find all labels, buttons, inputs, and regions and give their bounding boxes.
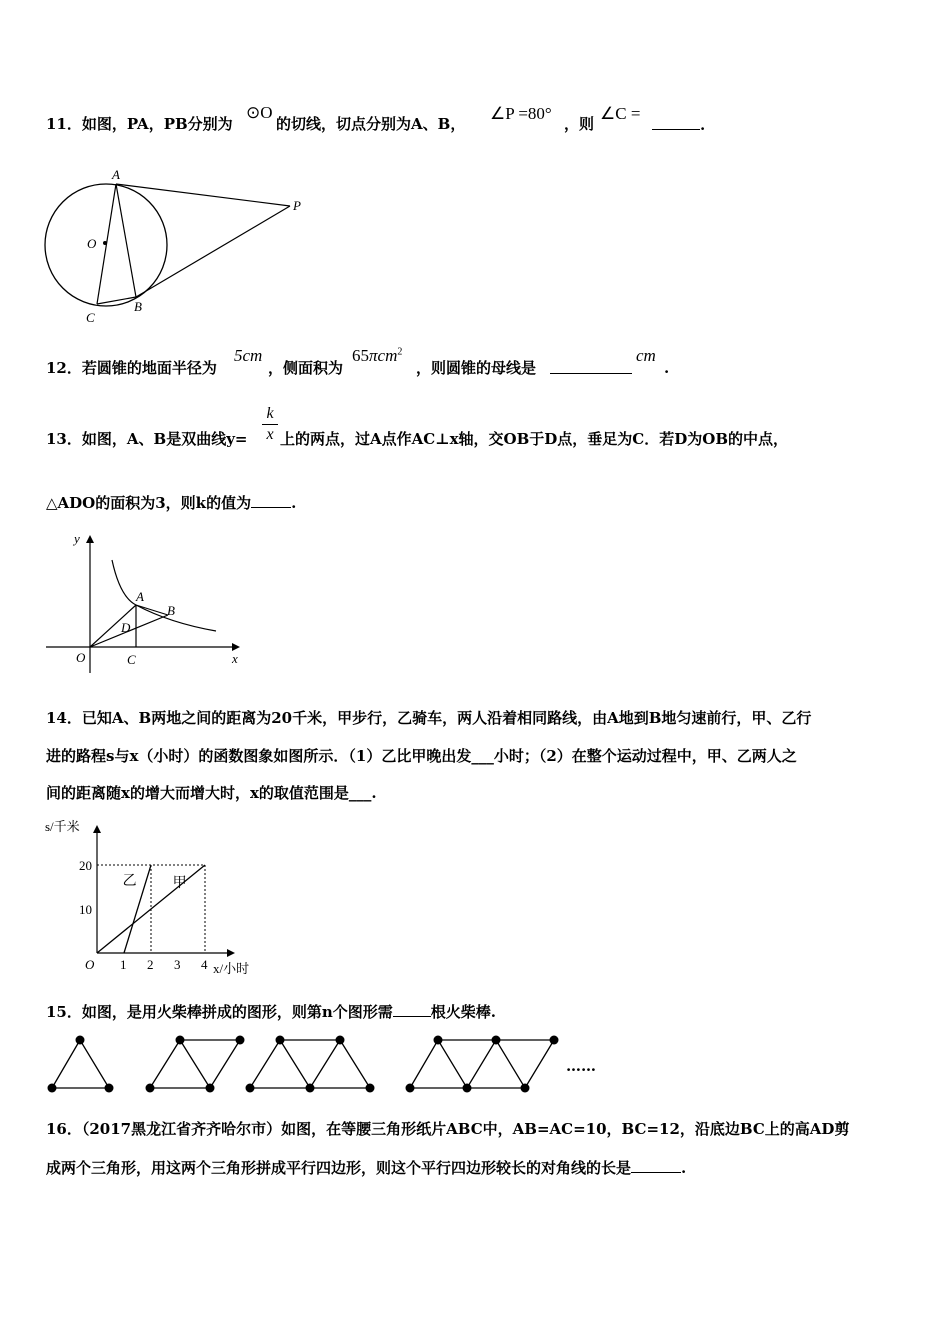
q15-text-1: 15．如图，是用火柴棒拼成的图形，则第n个图形需: [46, 1003, 393, 1021]
q11-center-dot: [103, 241, 107, 245]
q16-line-2: [46, 1157, 686, 1178]
q13-text-1: 13．如图，A、B是双曲线y=: [46, 430, 248, 448]
q12-area-unit: cm: [377, 346, 398, 365]
origin-label: O: [85, 957, 95, 972]
q16-end: .: [681, 1159, 687, 1177]
q16-answer-blank: [631, 1157, 681, 1173]
q15-figure: [40, 1030, 620, 1100]
q12-area: [352, 346, 402, 366]
q13-fraction: [262, 404, 278, 445]
x-tick-label-4: 4: [201, 957, 208, 972]
q11-angle-p: ∠P =80°: [490, 104, 552, 123]
q14-line-1: 14．已知A、B两地之间的距离为20千米，甲步行，乙骑车，两人沿着相同路线，由A地到B地匀速前行，甲、乙行: [46, 709, 812, 727]
q15-pattern-2: [150, 1040, 240, 1088]
q13-label-x: x: [232, 651, 238, 666]
q13-denominator: x: [266, 426, 274, 443]
q11-answer-blank: [652, 114, 705, 135]
q11-chord-ab: [116, 184, 136, 297]
q13-label-a: A: [136, 589, 144, 604]
q12-radius: 5cm: [234, 346, 263, 365]
q11-tangent-pb: [136, 206, 290, 297]
q14-line-3: 间的距离随x的增大而增大时，x的取值范围是___.: [46, 784, 377, 802]
q11-figure: [40, 165, 320, 330]
q12-text-1: 12．若圆锥的地面半径为: [46, 359, 217, 377]
q11-text-3: ，则: [564, 115, 595, 133]
q11-text-2: 的切线，切点分别为A、B，: [276, 115, 466, 133]
q15-pattern-1: [52, 1040, 109, 1088]
q12-area-exp: 2: [397, 346, 403, 358]
q11-label-p: P: [293, 198, 301, 213]
q14-line-2: 进的路程s与x（小时）的函数图象如图所示．（1）乙比甲晚出发___小时；（2）在整个运动过程中，甲、乙两人之: [46, 747, 797, 765]
q16-line-1: 16．（2017黑龙江省齐齐哈尔市）如图，在等腰三角形纸片ABC中，AB=AC=10，BC=12，沿底边BC上的高AD剪: [46, 1120, 850, 1138]
q12-answer-blank: [550, 358, 632, 379]
x-axis-arrow: [227, 949, 235, 957]
q14-chart: [40, 815, 270, 985]
q13-text-2: 上的两点，过A点作AC⊥x轴，交OB于D点，垂足为C．若D为OB的中点，: [280, 430, 789, 448]
q13-label-c: C: [127, 652, 136, 667]
q11-tangent-pa: [116, 184, 290, 206]
q13-text-3: △ADO的面积为3，则k的值为: [46, 494, 252, 512]
q13-y-arrow: [86, 535, 94, 543]
q13-label-d: D: [121, 620, 131, 635]
q12-text-2: ，侧面积为: [268, 359, 344, 377]
x-tick-label-2: 2: [147, 957, 154, 972]
y-axis-arrow: [93, 825, 101, 833]
q12-area-pi: π: [369, 346, 378, 365]
q15-pattern-4: [410, 1040, 554, 1088]
x-tick-label-3: 3: [174, 957, 181, 972]
q12-unit: cm: [636, 346, 656, 365]
y-axis-label: s/千米: [45, 819, 80, 834]
q11-label-a: A: [112, 167, 120, 182]
q15-answer-blank: [393, 1001, 431, 1017]
q13-end: .: [291, 494, 297, 512]
q13-answer-blank: [251, 492, 291, 508]
q12-area-coef: 65: [352, 346, 369, 365]
q13-label-o: O: [76, 650, 86, 665]
q13-label-y: y: [74, 531, 80, 546]
q15-line: [46, 1001, 496, 1022]
y-tick-label-20: 20: [79, 858, 92, 873]
q11-text-1: 11．如图，PA，PB分别为: [46, 115, 233, 133]
q11-label-c: C: [86, 310, 95, 325]
q11-circle-o: ⊙O: [246, 103, 273, 122]
q13-label-b: B: [167, 603, 175, 618]
q12-text-3: ，则圆锥的母线是: [416, 359, 537, 377]
q13-line-2: [46, 492, 296, 513]
x-axis-label: x/小时: [213, 961, 250, 976]
q11-end: .: [700, 116, 706, 134]
y-tick-label-10: 10: [79, 902, 92, 917]
q13-line-ab: [136, 605, 168, 615]
series-label-yi: 乙: [122, 873, 137, 889]
q13-numerator: k: [262, 404, 278, 425]
series-label-jia: 甲: [172, 876, 187, 891]
q13-figure: [40, 525, 250, 675]
q12-end: .: [664, 359, 670, 377]
q11-line: [46, 114, 233, 134]
q15-text-2: 根火柴棒.: [430, 1003, 497, 1021]
q11-label-o: O: [87, 236, 97, 251]
q16-text-2: 成两个三角形，用这两个三角形拼成平行四边形，则这个平行四边形较长的对角线的长是: [46, 1159, 632, 1177]
q11-angle-c: ∠C =: [600, 104, 641, 123]
x-tick-label-1: 1: [120, 957, 127, 972]
q15-ellipsis: ……: [566, 1057, 596, 1075]
q15-pattern-3: [250, 1040, 370, 1088]
q11-label-b: B: [134, 299, 142, 314]
q13-x-arrow: [232, 643, 240, 651]
